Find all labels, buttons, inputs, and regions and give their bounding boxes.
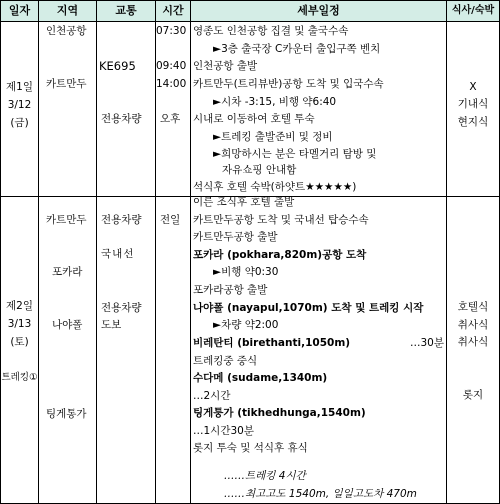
schedule-line: 카트만두공항 도착 및 국내선 탑승수속 <box>193 214 369 226</box>
day1-weekday: (금) <box>10 117 29 129</box>
day2-meal: 취사식 <box>457 336 489 348</box>
day2-transport: 도보 <box>101 319 122 331</box>
day1-meal: 기내식 <box>457 98 489 110</box>
day2-region: 나야폴 <box>52 319 83 331</box>
header-transport: 교통 <box>115 4 137 17</box>
schedule-line: …30분 <box>410 337 445 349</box>
schedule-line: 카트만두(트리뷰반)공항 도착 및 입국수속 <box>193 78 384 90</box>
schedule-line: 수다메 (sudame,1340m) <box>193 372 328 384</box>
day2-meal: 롯지 <box>462 389 484 401</box>
day2-region: 포카라 <box>52 266 83 278</box>
schedule-line: ►비행 약0:30 <box>213 266 279 278</box>
schedule-line: 포카라공항 출발 <box>193 284 268 296</box>
schedule-line: ►시차 -3:15, 비행 약6:40 <box>213 96 337 108</box>
day1-transport: 전용차량 <box>101 113 142 125</box>
header-detail: 세부일정 <box>297 4 340 17</box>
schedule-line: 팅게퉁가 (tikhedhunga,1540m) <box>193 407 366 419</box>
schedule-line: …2시간 <box>193 390 231 402</box>
day1-day: 제1일 <box>6 81 33 93</box>
day2-transport: 국내선 <box>101 248 135 260</box>
day1-meal: X <box>469 81 477 93</box>
header-region: 지역 <box>56 4 79 17</box>
day1-time: 09:40 <box>156 60 187 72</box>
day1-meal: 현지식 <box>457 116 489 128</box>
schedule-line: ……최고고도 1540m, 일일고도차 470m <box>224 488 417 500</box>
schedule-line: ►차량 약2:00 <box>213 319 279 331</box>
schedule-line: ►3층 출국장 C카운터 출입구쪽 벤치 <box>213 43 381 55</box>
day2-region: 카트만두 <box>46 214 87 226</box>
day2-trek: 트레킹① <box>1 372 38 383</box>
day1-time: 07:30 <box>156 25 187 37</box>
day1-date: 3/12 <box>7 99 32 111</box>
schedule-line: 나야폴 (nayapul,1070m) 도착 및 트레킹 시작 <box>193 302 424 314</box>
day1-region: 카트만두 <box>46 78 87 90</box>
header-date: 일자 <box>8 4 31 17</box>
day2-weekday: (토) <box>10 336 29 348</box>
schedule-line: 영종도 인천공항 집결 및 출국수속 <box>193 25 349 37</box>
day2-meal: 호텔식 <box>457 301 489 313</box>
schedule-line: ……트레킹 4시간 <box>224 470 306 482</box>
day2-time: 전일 <box>160 214 181 226</box>
schedule-line: …1시간30분 <box>193 425 254 437</box>
day1-time: 오후 <box>160 113 181 125</box>
schedule-line: 비레탄티 (birethanti,1050m) <box>193 337 351 349</box>
schedule-line: 롯지 투숙 및 석식후 휴식 <box>193 442 308 454</box>
day2-day: 제2일 <box>6 300 33 312</box>
day1-time: 14:00 <box>156 78 187 90</box>
day2-transport: 전용차량 <box>101 214 142 226</box>
day1-transport: KE695 <box>99 59 136 73</box>
day2-region: 팅게통가 <box>46 408 87 420</box>
schedule-line: 카트만두공항 출발 <box>193 231 278 243</box>
schedule-line: 이른 조식후 호텔 출발 <box>193 196 295 208</box>
day2-meal: 취사식 <box>457 319 489 331</box>
day2-date: 3/13 <box>7 318 32 330</box>
schedule-line: 석식후 호텔 숙박(하얏트★★★★★) <box>193 181 357 193</box>
header-meal: 식사/숙박 <box>451 5 495 16</box>
schedule-line: 자유쇼핑 안내함 <box>222 164 297 176</box>
schedule-line: 인천공항 출발 <box>193 60 258 72</box>
schedule-line: 트레킹중 중식 <box>193 355 258 367</box>
schedule-line: 포카라 (pokhara,820m)공항 도착 <box>193 249 367 261</box>
schedule-line: ►트레킹 출발준비 및 정비 <box>213 131 333 143</box>
day1-region: 인천공항 <box>46 25 87 37</box>
header-time: 시간 <box>162 4 184 17</box>
schedule-line: ►희망하시는 분은 타멜거리 탐방 및 <box>213 148 377 160</box>
day2-transport: 전용차량 <box>101 302 142 314</box>
schedule-line: 시내로 이동하여 호텔 투숙 <box>193 113 315 125</box>
